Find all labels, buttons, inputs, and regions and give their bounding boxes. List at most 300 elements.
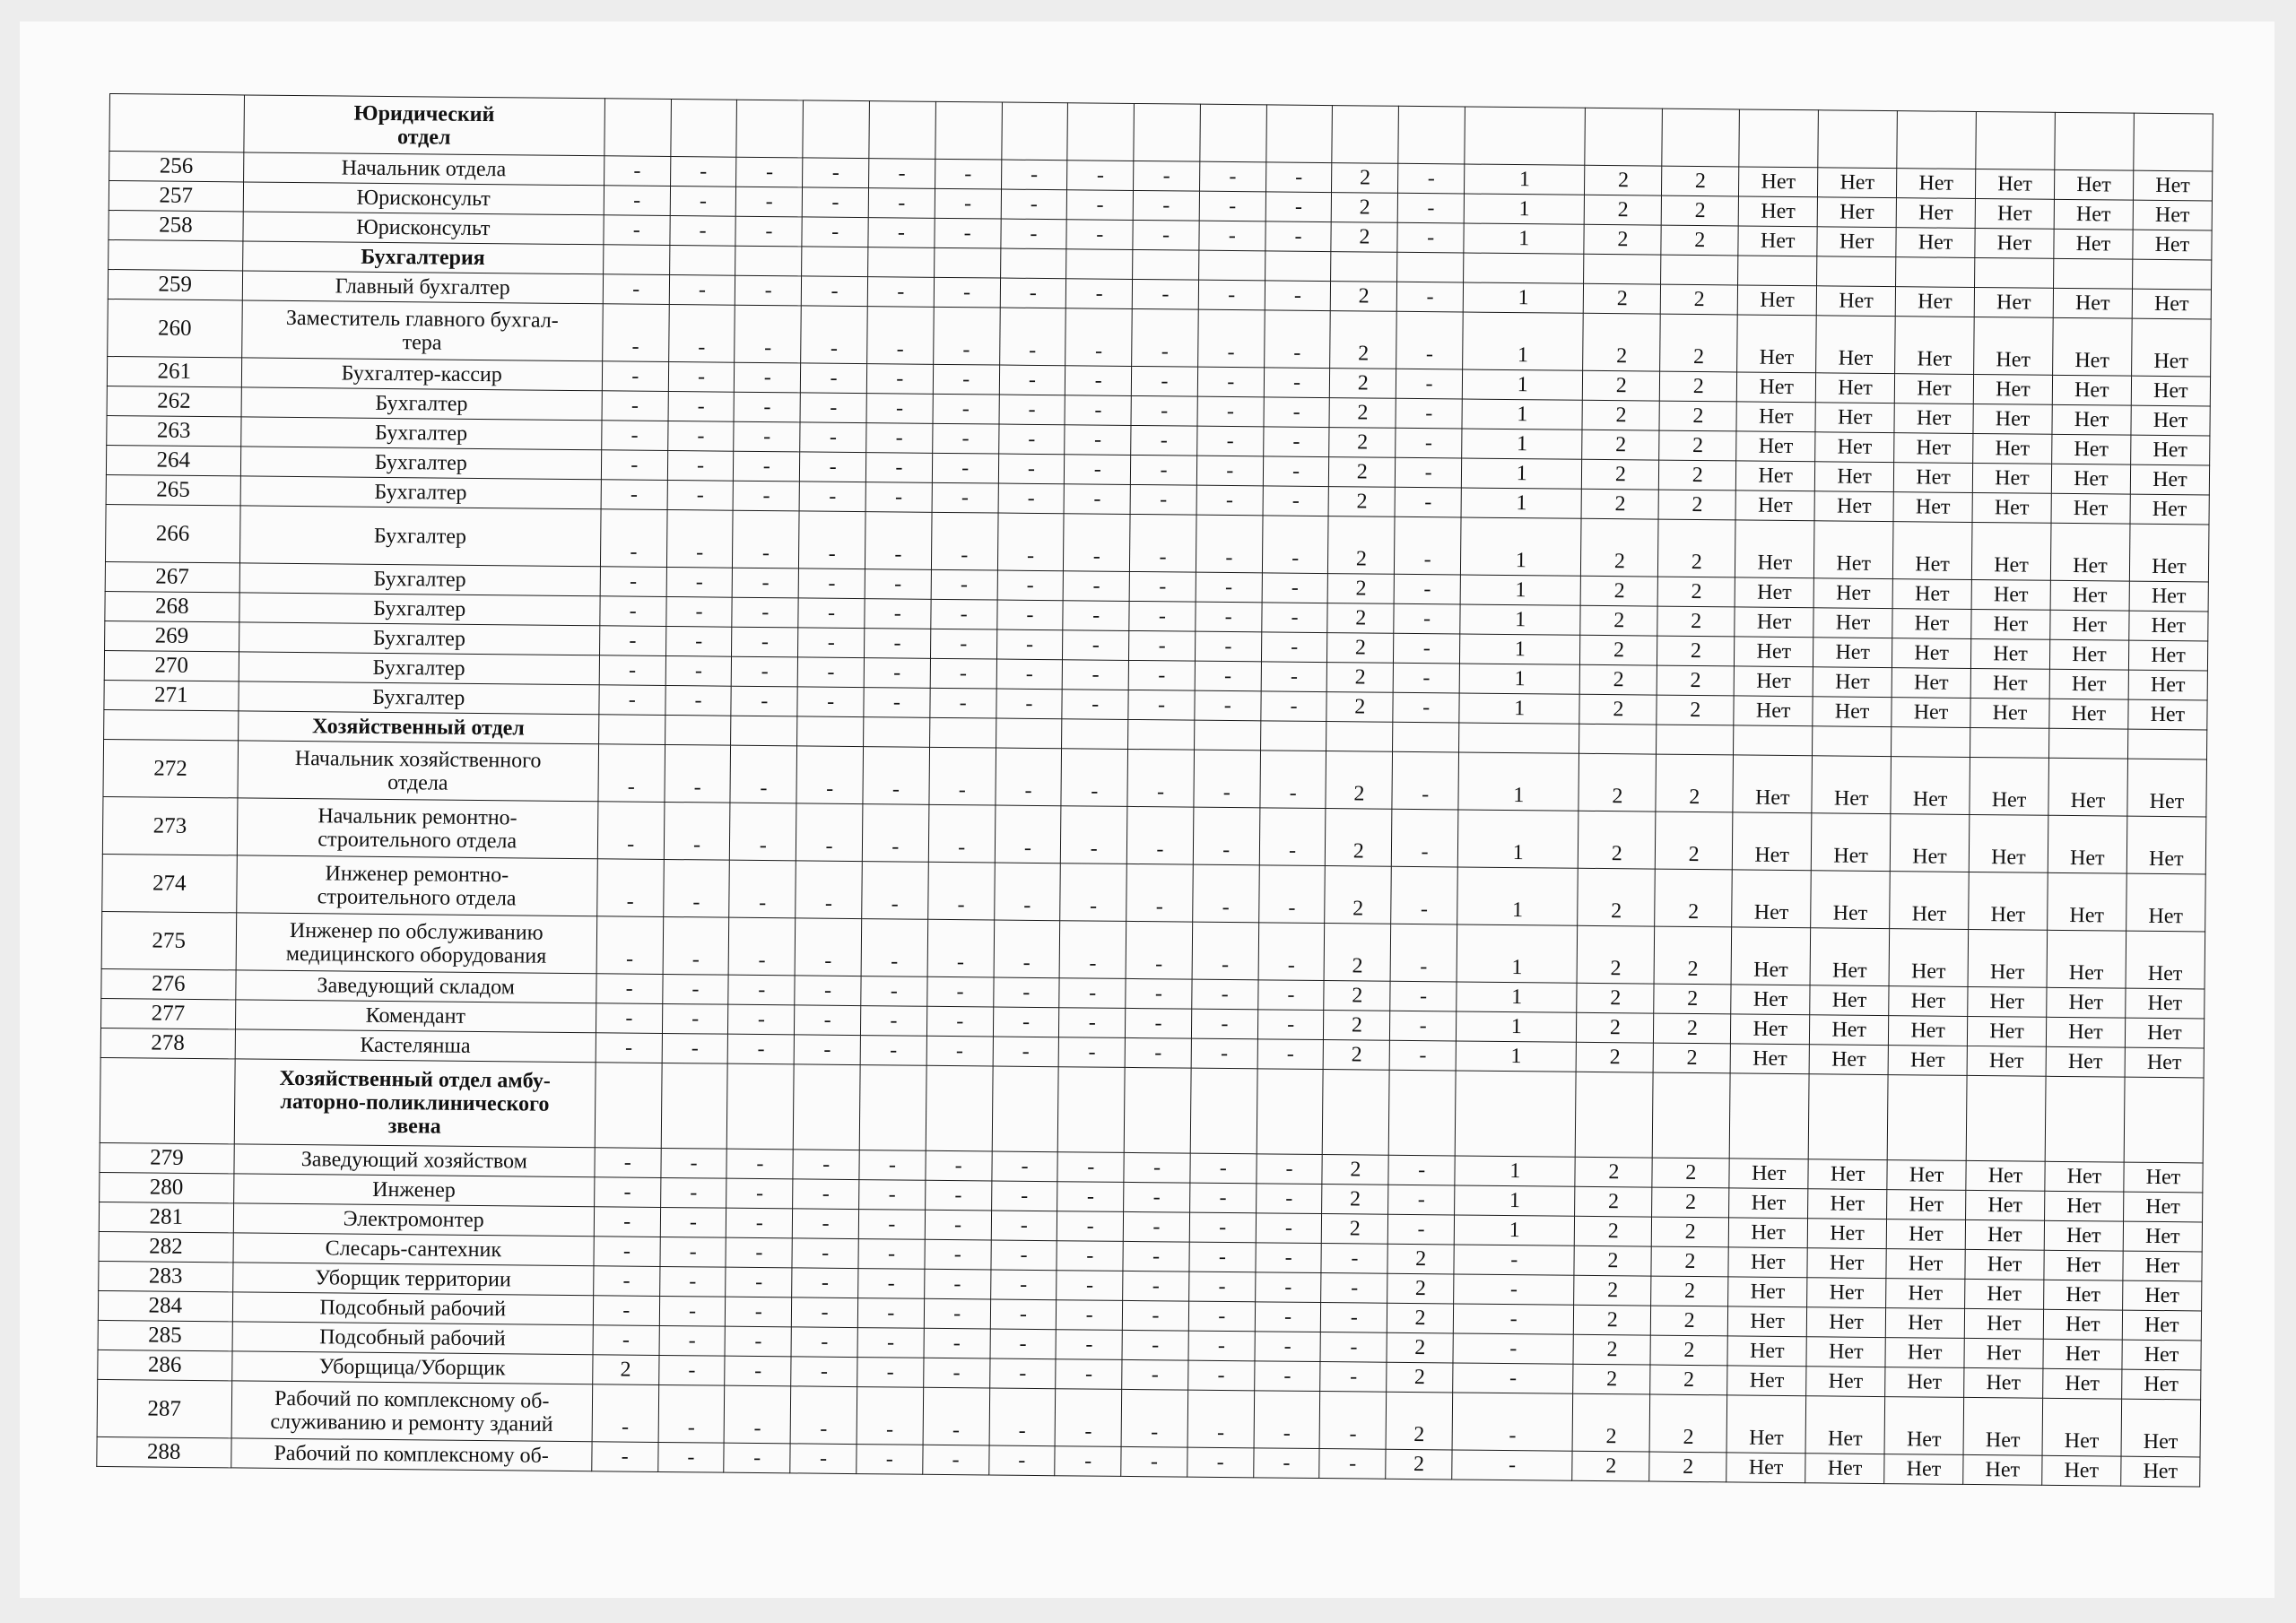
value-cell: - <box>795 918 861 976</box>
value-cell: - <box>1453 1363 1574 1393</box>
value-cell: - <box>1128 660 1195 690</box>
value-cell: Нет <box>1975 169 2054 199</box>
value-cell: - <box>927 862 994 920</box>
value-cell: - <box>1321 1273 1387 1304</box>
value-cell: Нет <box>2048 815 2127 873</box>
value-cell: Нет <box>2127 759 2207 817</box>
value-cell: - <box>729 860 796 918</box>
value-cell: Нет <box>1731 1014 1810 1045</box>
value-cell: - <box>724 1443 790 1473</box>
value-cell: - <box>995 805 1061 864</box>
value-cell <box>669 246 735 276</box>
value-cell: - <box>1396 457 1462 488</box>
value-cell: Нет <box>1894 404 1973 434</box>
value-cell: - <box>732 656 798 687</box>
value-cell: - <box>735 305 801 363</box>
value-cell: - <box>665 596 732 627</box>
value-cell: - <box>1124 1152 1190 1183</box>
row-number: 259 <box>108 269 242 299</box>
value-cell: - <box>1199 221 1265 251</box>
value-cell: Нет <box>1811 813 1891 872</box>
value-cell: - <box>1059 1008 1126 1038</box>
value-cell: Нет <box>1895 317 1975 375</box>
value-cell <box>926 1065 993 1151</box>
value-cell: Нет <box>2042 1398 2122 1456</box>
value-cell: - <box>934 277 1000 308</box>
value-cell: - <box>927 919 994 977</box>
value-cell: Нет <box>1972 492 2051 523</box>
value-cell: Нет <box>2044 1220 2123 1251</box>
value-cell: - <box>1057 1241 1123 1271</box>
value-cell: Нет <box>2128 640 2207 671</box>
value-cell: - <box>1058 1037 1125 1068</box>
value-cell: - <box>1126 864 1193 922</box>
value-cell: - <box>596 1003 662 1034</box>
value-cell: - <box>662 1003 728 1034</box>
value-cell: - <box>857 1445 923 1475</box>
value-cell: Нет <box>2126 873 2206 932</box>
value-cell: 2 <box>1660 314 1738 372</box>
value-cell <box>1332 106 1398 164</box>
value-cell: Нет <box>1971 609 2050 639</box>
value-cell: - <box>1063 601 1129 631</box>
value-cell: - <box>597 802 664 860</box>
value-cell: Нет <box>1886 1249 1965 1280</box>
value-cell: - <box>1321 1244 1387 1274</box>
value-cell: Нет <box>1889 986 1968 1017</box>
row-number: 258 <box>109 210 243 240</box>
value-cell: - <box>1259 808 1326 866</box>
row-number: 256 <box>109 152 244 182</box>
value-cell: 2 <box>1582 400 1659 430</box>
value-cell <box>1326 722 1393 752</box>
value-cell: Нет <box>2044 1280 2123 1310</box>
value-cell: - <box>1188 1301 1255 1332</box>
value-cell: - <box>1121 1389 1187 1447</box>
value-cell: - <box>735 275 802 306</box>
value-cell: - <box>928 804 995 863</box>
value-cell: 2 <box>1387 1303 1454 1333</box>
value-cell: - <box>667 421 734 451</box>
value-cell: Нет <box>1739 167 1818 197</box>
value-cell: - <box>993 977 1059 1008</box>
value-cell: - <box>932 423 998 454</box>
row-number: 265 <box>106 474 240 505</box>
value-cell: - <box>1454 1245 1575 1275</box>
value-cell: - <box>1452 1393 1573 1451</box>
value-cell <box>929 717 996 748</box>
value-cell: Нет <box>2128 670 2207 700</box>
value-cell: 2 <box>1575 1186 1652 1217</box>
value-cell <box>1584 254 1661 284</box>
value-cell: - <box>800 422 866 453</box>
value-cell: Нет <box>1814 521 1894 579</box>
position-name: Подсобный рабочий <box>232 1322 594 1355</box>
value-cell: 2 <box>1661 284 1738 315</box>
value-cell: Нет <box>1885 1367 1964 1398</box>
value-cell: - <box>1390 924 1457 982</box>
value-cell <box>935 101 1002 160</box>
value-cell: Нет <box>2122 1340 2201 1370</box>
value-cell: - <box>1265 281 1331 311</box>
value-cell: - <box>735 216 802 247</box>
value-cell: 2 <box>1327 663 1394 693</box>
value-cell: 2 <box>1387 1362 1453 1393</box>
value-cell: Нет <box>1965 1219 2044 1250</box>
row-number: 283 <box>99 1261 233 1291</box>
value-cell: Нет <box>1889 929 1969 987</box>
value-cell: - <box>599 685 665 716</box>
value-cell: - <box>1257 1039 1324 1070</box>
value-cell: Нет <box>2126 988 2205 1019</box>
value-cell: Нет <box>1894 433 1973 464</box>
value-cell: Нет <box>1813 608 1892 638</box>
value-cell <box>864 717 930 748</box>
value-cell <box>1133 249 1199 280</box>
value-cell: - <box>732 627 798 657</box>
position-name: Электромонтер <box>233 1203 595 1237</box>
value-cell: - <box>668 391 735 421</box>
value-cell: Нет <box>1974 317 2054 375</box>
value-cell: - <box>725 1356 791 1386</box>
value-cell: - <box>734 451 800 482</box>
value-cell: 2 <box>1658 519 1736 577</box>
value-cell: 1 <box>1460 517 1581 576</box>
value-cell: Нет <box>1971 579 2050 610</box>
position-name: Бухгалтер <box>240 447 602 480</box>
row-number: 287 <box>97 1379 231 1437</box>
value-cell <box>671 100 737 158</box>
value-cell: 2 <box>1578 925 1656 984</box>
row-number: 273 <box>102 796 237 855</box>
value-cell: - <box>935 159 1001 189</box>
value-cell <box>1388 1070 1456 1156</box>
value-cell <box>1398 106 1465 164</box>
value-cell: Нет <box>1973 433 2052 464</box>
value-cell: Нет <box>1815 403 1894 433</box>
value-cell: - <box>1256 1184 1322 1214</box>
value-cell: Нет <box>2045 1161 2124 1192</box>
value-cell: - <box>800 452 866 482</box>
value-cell <box>1001 102 1067 161</box>
value-cell: Нет <box>1813 697 1892 727</box>
value-cell: - <box>659 1296 726 1326</box>
value-cell: - <box>659 1266 726 1297</box>
value-cell <box>1257 1069 1324 1155</box>
value-cell: Нет <box>2048 872 2127 931</box>
value-cell: - <box>795 976 861 1006</box>
value-cell: Нет <box>2131 405 2210 436</box>
value-cell: - <box>797 657 864 688</box>
value-cell: Нет <box>1895 287 1974 317</box>
value-cell: - <box>1188 1360 1255 1391</box>
value-cell: - <box>726 1237 792 1268</box>
value-cell: - <box>1130 484 1196 515</box>
value-cell: - <box>596 974 663 1004</box>
value-cell: 1 <box>1461 488 1582 518</box>
value-cell: Нет <box>2126 816 2206 874</box>
value-cell: Нет <box>1735 607 1813 638</box>
value-cell: - <box>802 187 868 218</box>
value-cell: Нет <box>2123 1221 2202 1252</box>
value-cell <box>2053 258 2132 289</box>
value-cell: Нет <box>2043 1339 2122 1369</box>
value-cell: - <box>664 802 730 860</box>
value-cell: - <box>1397 193 1464 223</box>
value-cell: - <box>593 1325 659 1356</box>
value-cell: Нет <box>1727 1366 1806 1396</box>
value-cell: 2 <box>1574 1305 1651 1335</box>
value-cell: - <box>1256 1213 1322 1244</box>
row-number: 267 <box>105 561 239 592</box>
value-cell: - <box>1388 1155 1455 1185</box>
value-cell: Нет <box>1733 812 1813 871</box>
value-cell: - <box>994 920 1060 978</box>
value-cell: Нет <box>1896 228 1975 258</box>
value-cell <box>1887 1075 1967 1161</box>
position-name: Юрисконсульт <box>243 212 604 245</box>
value-cell <box>797 716 864 747</box>
value-cell: - <box>1126 1008 1192 1038</box>
value-cell: - <box>1065 366 1132 396</box>
value-cell: 2 <box>1332 163 1398 194</box>
value-cell: Нет <box>1967 1046 2046 1076</box>
value-cell: 2 <box>1577 983 1654 1013</box>
value-cell <box>1734 725 1813 756</box>
value-cell: Нет <box>1734 696 1813 726</box>
value-cell: - <box>1123 1271 1189 1301</box>
value-cell: 2 <box>1657 695 1734 725</box>
value-cell: Нет <box>1816 286 1895 317</box>
value-cell: Нет <box>1887 1160 1966 1191</box>
value-cell: 2 <box>1652 1187 1729 1218</box>
value-cell: - <box>1128 690 1195 720</box>
position-name: Комендант <box>235 1000 596 1033</box>
value-cell: Нет <box>1885 1308 1964 1339</box>
value-cell <box>1739 109 1819 168</box>
value-cell: Нет <box>2046 1017 2125 1047</box>
value-cell: - <box>1254 1361 1320 1392</box>
value-cell: 2 <box>1577 1012 1654 1043</box>
value-cell <box>604 99 671 157</box>
value-cell: Нет <box>1810 985 1889 1016</box>
value-cell: - <box>924 1269 990 1299</box>
value-cell: 1 <box>1464 223 1585 254</box>
value-cell: - <box>1127 749 1194 807</box>
value-cell: - <box>1194 750 1260 808</box>
value-cell: Нет <box>1973 374 2052 404</box>
value-cell: - <box>1131 366 1197 396</box>
value-cell: Нет <box>1897 169 1976 199</box>
value-cell: - <box>1391 866 1457 924</box>
value-cell: Нет <box>2130 494 2209 525</box>
value-cell: - <box>1000 278 1066 308</box>
value-cell: - <box>1132 308 1198 367</box>
value-cell: - <box>730 745 796 803</box>
value-cell <box>2055 112 2135 170</box>
value-cell: Нет <box>2044 1250 2123 1280</box>
value-cell: - <box>594 1237 660 1267</box>
value-cell: 2 <box>1580 605 1657 636</box>
value-cell: - <box>1057 1182 1124 1212</box>
value-cell: - <box>1057 1271 1123 1301</box>
value-cell: - <box>730 803 796 861</box>
value-cell: - <box>602 361 668 392</box>
value-cell: - <box>1059 921 1126 979</box>
value-cell: - <box>668 361 735 392</box>
value-cell: - <box>1261 691 1327 722</box>
value-cell: - <box>1197 426 1264 456</box>
row-number <box>109 239 243 270</box>
value-cell: - <box>1129 571 1196 602</box>
position-name: Уборщица/Уборщик <box>231 1351 593 1384</box>
value-cell <box>731 716 797 746</box>
value-cell <box>868 247 935 278</box>
value-cell: - <box>1388 1185 1455 1215</box>
value-cell: Нет <box>1890 872 1970 930</box>
value-cell: 1 <box>1463 312 1584 370</box>
value-cell: - <box>1398 163 1465 194</box>
value-cell: 2 <box>1657 577 1735 607</box>
value-cell: - <box>866 364 933 395</box>
value-cell <box>1662 108 1740 167</box>
value-cell: - <box>923 1387 989 1445</box>
value-cell: Нет <box>1815 373 1894 404</box>
value-cell: Нет <box>2053 288 2132 318</box>
value-cell: 2 <box>1579 694 1657 725</box>
value-cell: - <box>927 976 994 1007</box>
value-cell: Нет <box>1886 1219 1965 1250</box>
value-cell: Нет <box>1811 871 1891 929</box>
value-cell: - <box>667 480 734 510</box>
value-cell <box>735 246 802 276</box>
value-cell: 2 <box>1651 1306 1728 1336</box>
value-cell: - <box>930 658 996 689</box>
staffing-table <box>96 93 2213 1487</box>
position-name: Уборщик территории <box>232 1263 594 1296</box>
value-cell: Нет <box>2131 318 2211 377</box>
value-cell <box>2045 1076 2125 1162</box>
value-cell: - <box>1187 1390 1254 1448</box>
value-cell: - <box>795 1005 861 1036</box>
position-name: Бухгалтер <box>241 387 603 421</box>
value-cell: 1 <box>1462 399 1583 430</box>
value-cell: - <box>932 453 998 483</box>
value-cell: - <box>735 362 801 393</box>
value-cell: - <box>1059 978 1126 1009</box>
value-cell: 2 <box>1584 224 1661 255</box>
value-cell: - <box>1263 427 1329 457</box>
value-cell: - <box>1191 1038 1257 1069</box>
value-cell: 2 <box>1572 1393 1650 1452</box>
row-number: 264 <box>106 445 240 475</box>
value-cell: Нет <box>1815 462 1894 492</box>
value-cell <box>727 1063 795 1150</box>
value-cell: - <box>1057 1211 1124 1242</box>
value-cell: Нет <box>1965 1279 2044 1309</box>
value-cell: Нет <box>1807 1248 1886 1279</box>
value-cell: - <box>725 1326 791 1357</box>
value-cell: Нет <box>1727 1336 1806 1367</box>
position-name: Бухгалтер-кассир <box>241 358 603 391</box>
row-number: 272 <box>103 739 238 797</box>
value-cell: 1 <box>1463 282 1584 313</box>
value-cell: Нет <box>1806 1337 1885 1367</box>
value-cell: - <box>604 156 670 187</box>
value-cell: Нет <box>1730 1044 1809 1074</box>
value-cell: - <box>867 307 934 365</box>
value-cell: - <box>725 1385 791 1444</box>
value-cell: - <box>732 597 798 628</box>
value-cell: - <box>857 1387 923 1445</box>
value-cell: - <box>1265 162 1332 193</box>
value-cell: - <box>1258 923 1325 981</box>
value-cell: - <box>726 1178 793 1209</box>
row-number: 279 <box>100 1142 234 1173</box>
value-cell: - <box>665 655 732 686</box>
value-cell: 2 <box>1656 754 1734 812</box>
value-cell: - <box>792 1298 858 1328</box>
value-cell: 2 <box>1650 1335 1727 1366</box>
value-cell: - <box>1263 456 1329 487</box>
value-cell <box>1124 1067 1191 1153</box>
value-cell: - <box>726 1267 792 1298</box>
value-cell: - <box>1197 396 1264 427</box>
row-number: 266 <box>105 504 239 562</box>
value-cell: - <box>796 746 863 804</box>
value-cell <box>1813 726 1892 757</box>
value-cell: - <box>1453 1333 1574 1364</box>
value-cell: - <box>1064 514 1130 572</box>
value-cell: 2 <box>1660 371 1737 402</box>
row-number: 285 <box>98 1320 232 1350</box>
value-cell: 2 <box>1657 606 1735 637</box>
value-cell: - <box>1254 1391 1320 1449</box>
value-cell: - <box>1265 221 1332 252</box>
value-cell: - <box>1396 398 1462 429</box>
value-cell <box>1200 104 1266 162</box>
value-cell: - <box>1000 219 1066 249</box>
value-cell <box>992 1066 1059 1152</box>
value-cell: Нет <box>1963 1454 2042 1485</box>
value-cell: 2 <box>1328 574 1395 604</box>
value-cell: - <box>864 688 930 718</box>
value-cell: Нет <box>1884 1454 1963 1485</box>
value-cell: Нет <box>2052 434 2131 464</box>
value-cell <box>1397 252 1464 282</box>
value-cell: - <box>998 424 1065 455</box>
value-cell: 1 <box>1455 1185 1576 1216</box>
value-cell <box>1265 251 1331 282</box>
value-cell: - <box>1133 220 1199 250</box>
value-cell: Нет <box>2133 170 2212 201</box>
value-cell: - <box>1261 632 1327 663</box>
value-cell: - <box>866 423 933 454</box>
value-cell: - <box>925 1239 991 1270</box>
section-title: Хозяйственный отдел амбу- латорно-поликлинического звена <box>234 1059 596 1148</box>
value-cell: - <box>858 1210 925 1240</box>
row-number: 275 <box>101 911 236 969</box>
value-cell: - <box>1453 1304 1574 1334</box>
value-cell: Нет <box>2048 758 2128 816</box>
value-cell <box>1323 1070 1390 1156</box>
value-cell <box>1455 1071 1576 1157</box>
value-cell: Нет <box>1966 1160 2045 1191</box>
value-cell: - <box>662 1033 728 1063</box>
position-name: Главный бухгалтер <box>242 271 604 304</box>
value-cell: Нет <box>1886 1279 1965 1309</box>
value-cell: - <box>993 1037 1059 1067</box>
